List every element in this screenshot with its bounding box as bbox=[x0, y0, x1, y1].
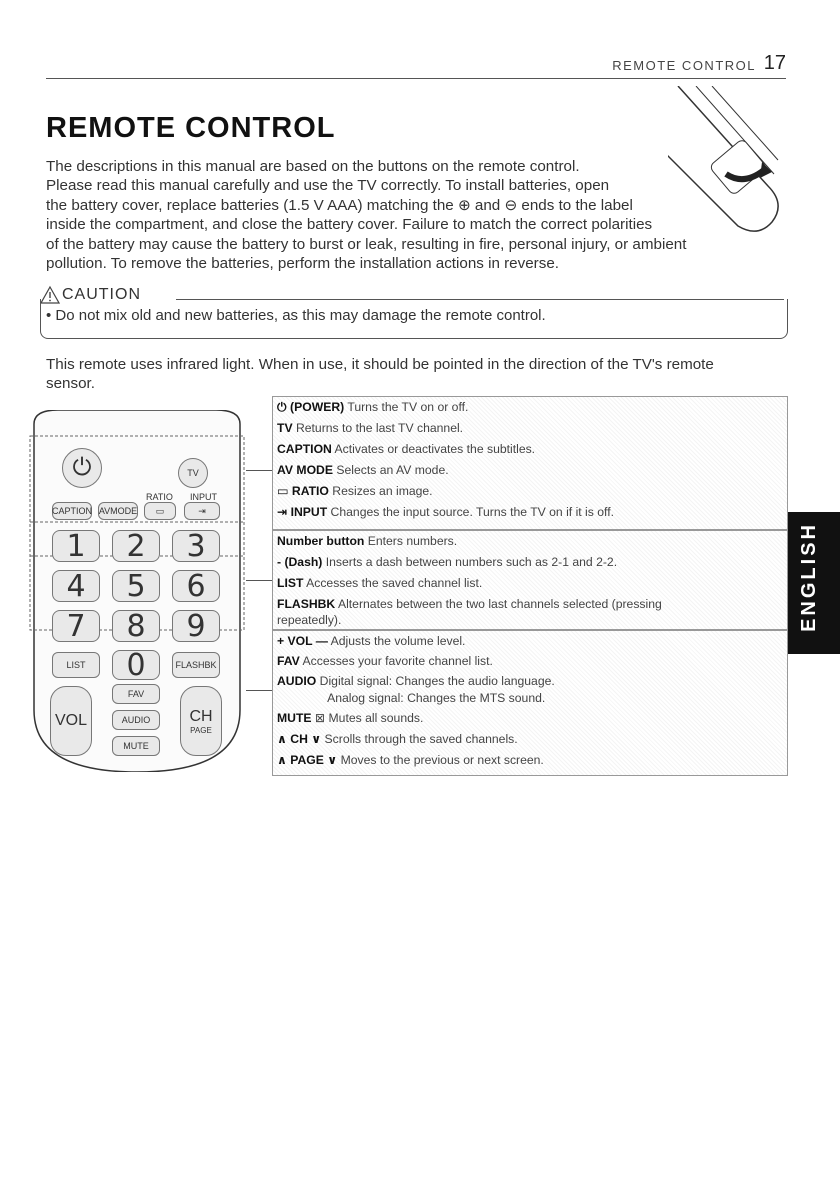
digit-button-9[interactable] bbox=[172, 610, 220, 642]
digit-label: 6 bbox=[186, 568, 206, 604]
desc-row bbox=[277, 576, 482, 590]
desc-label: ⇥ INPUT bbox=[277, 505, 328, 519]
volume-group bbox=[272, 630, 788, 776]
desc-text: Inserts a dash between numbers such as 2-1 and 2-2. bbox=[322, 555, 618, 569]
desc-row bbox=[277, 597, 662, 611]
caption-label: CAPTION bbox=[52, 506, 93, 516]
av-mode-label: AVMODE bbox=[98, 506, 138, 516]
desc-row bbox=[277, 505, 614, 519]
flashbk-button[interactable] bbox=[172, 652, 220, 678]
digit-label: 9 bbox=[186, 608, 206, 644]
desc-text: Analog signal: Changes the MTS sound. bbox=[277, 691, 546, 705]
desc-text: ⊠ Mutes all sounds. bbox=[311, 711, 424, 725]
digit-label: 8 bbox=[126, 608, 146, 644]
desc-row bbox=[277, 484, 433, 498]
desc-text: Returns to the last TV channel. bbox=[292, 421, 464, 435]
desc-text: Activates or deactivates the subtitles. bbox=[331, 442, 536, 456]
language-label: ENGLISH bbox=[798, 522, 820, 632]
desc-row bbox=[277, 732, 518, 746]
digit-label: 7 bbox=[66, 608, 86, 644]
desc-label: FLASHBK bbox=[277, 597, 336, 611]
desc-text: repeatedly). bbox=[277, 613, 342, 627]
desc-text: Selects an AV mode. bbox=[332, 463, 449, 477]
desc-text: Adjusts the volume level. bbox=[327, 634, 466, 648]
desc-text: Turns the TV on or off. bbox=[344, 400, 469, 414]
caption-button[interactable] bbox=[52, 502, 92, 520]
desc-label: LIST bbox=[277, 576, 304, 590]
desc-label: ⏻ (POWER) bbox=[277, 400, 345, 414]
ratio-button[interactable]: ▭ bbox=[144, 502, 176, 520]
desc-label: + VOL — bbox=[277, 634, 328, 648]
digit-button-6[interactable] bbox=[172, 570, 220, 602]
ir-note-line: This remote uses infrared light. When in use, it should be pointed in the direction of the TV's remote bbox=[46, 356, 714, 373]
mute-button[interactable] bbox=[112, 736, 160, 756]
desc-row bbox=[277, 613, 341, 627]
intro-line: inside the compartment, and close the battery cover. Failure to match the correct polarities bbox=[46, 216, 653, 234]
page-title: REMOTE CONTROL bbox=[46, 112, 336, 144]
digit-label: 4 bbox=[66, 568, 86, 604]
desc-row bbox=[277, 753, 544, 767]
digit-button-8[interactable] bbox=[112, 610, 160, 642]
desc-text: Resizes an image. bbox=[328, 484, 433, 498]
desc-label: Number button bbox=[277, 534, 365, 548]
mute-label: MUTE bbox=[123, 741, 149, 751]
desc-label: ∧ CH ∨ bbox=[277, 732, 322, 746]
audio-label: AUDIO bbox=[121, 715, 151, 725]
caution-text: • Do not mix old and new batteries, as this may damage the remote control. bbox=[46, 307, 546, 324]
intro-line: The descriptions in this manual are based on the buttons on the remote control. bbox=[46, 158, 580, 175]
header-section-title: REMOTE CONTROL bbox=[612, 58, 756, 73]
input-label: INPUT bbox=[190, 492, 217, 502]
ir-note-line: sensor. bbox=[46, 375, 95, 392]
battery-cover-illustration bbox=[668, 86, 788, 244]
digit-button-4[interactable] bbox=[52, 570, 100, 602]
desc-text: Alternates between the two last channels selected (pressing bbox=[335, 597, 662, 611]
desc-label: ∧ PAGE ∨ bbox=[277, 753, 338, 767]
digit-label: 2 bbox=[126, 528, 146, 564]
language-side-tab bbox=[788, 512, 840, 654]
desc-row bbox=[277, 463, 449, 477]
desc-label: CAPTION bbox=[277, 442, 332, 456]
caution-box bbox=[40, 285, 788, 341]
desc-row bbox=[277, 674, 555, 688]
desc-row bbox=[277, 400, 468, 415]
power-group bbox=[272, 396, 788, 530]
desc-text: Scrolls through the saved channels. bbox=[321, 732, 518, 746]
ch-label: CH bbox=[189, 707, 213, 725]
digit-button-3[interactable] bbox=[172, 530, 220, 562]
intro-line: Please read this manual carefully and use the TV correctly. To install batteries, open bbox=[46, 177, 610, 195]
desc-label: TV bbox=[277, 421, 293, 435]
desc-label: AV MODE bbox=[277, 463, 333, 477]
list-button[interactable] bbox=[52, 652, 100, 678]
digit-label: 3 bbox=[186, 528, 206, 564]
desc-row bbox=[277, 442, 535, 456]
ratio-label: RATIO bbox=[146, 492, 173, 502]
vol-label: VOL bbox=[54, 712, 87, 729]
vol-rocker[interactable] bbox=[50, 686, 92, 756]
desc-label: - (Dash) bbox=[277, 555, 323, 569]
page-label: PAGE bbox=[190, 725, 212, 735]
desc-row bbox=[277, 555, 617, 569]
desc-row bbox=[277, 421, 463, 435]
remote-control-illustration bbox=[28, 410, 246, 772]
desc-text: Accesses the saved channel list. bbox=[303, 576, 483, 590]
connector-line bbox=[246, 580, 272, 581]
ch-page-rocker[interactable] bbox=[180, 686, 222, 756]
desc-text: Digital signal: Changes the audio language. bbox=[316, 674, 555, 688]
desc-row bbox=[277, 654, 493, 668]
desc-label: ▭ RATIO bbox=[277, 484, 329, 498]
desc-text: Enters numbers. bbox=[364, 534, 458, 548]
desc-text: Changes the input source. Turns the TV on if it is off. bbox=[327, 505, 614, 519]
desc-row bbox=[277, 634, 465, 648]
desc-text: Accesses your favorite channel list. bbox=[299, 654, 493, 668]
page-number: 17 bbox=[763, 52, 786, 74]
desc-text: Moves to the previous or next screen. bbox=[337, 753, 544, 767]
intro-paragraph bbox=[46, 157, 746, 273]
power-button[interactable]: ⏻ bbox=[62, 448, 102, 488]
desc-row bbox=[277, 711, 423, 725]
caution-heading: CAUTION bbox=[62, 286, 141, 303]
digit-button-2[interactable] bbox=[112, 530, 160, 562]
desc-label: MUTE bbox=[277, 711, 312, 725]
fav-label: FAV bbox=[127, 689, 145, 699]
digit-button-7[interactable] bbox=[52, 610, 100, 642]
desc-row bbox=[277, 534, 457, 548]
fav-button[interactable] bbox=[112, 684, 160, 704]
digit-button-5[interactable] bbox=[112, 570, 160, 602]
digit-label: 0 bbox=[126, 647, 146, 683]
desc-row bbox=[277, 691, 545, 705]
tv-label: TV bbox=[187, 468, 199, 478]
desc-label: AUDIO bbox=[277, 674, 317, 688]
page-header bbox=[46, 52, 786, 79]
flashbk-label: FLASHBK bbox=[175, 660, 217, 670]
audio-button[interactable] bbox=[112, 710, 160, 730]
intro-line: the battery cover, replace batteries (1.5 V AAA) matching the ⊕ and ⊖ ends to the label bbox=[46, 196, 633, 214]
button-descriptions-panel bbox=[272, 396, 788, 770]
intro-line: pollution. To remove the batteries, perform the installation actions in reverse. bbox=[46, 255, 559, 273]
connector-line bbox=[246, 470, 272, 471]
digit-label: 1 bbox=[66, 528, 86, 564]
tv-button[interactable] bbox=[178, 458, 208, 488]
av-mode-button[interactable] bbox=[98, 502, 138, 520]
connector-line bbox=[246, 690, 272, 691]
digit-button-0[interactable] bbox=[112, 647, 160, 683]
input-button[interactable]: ⇥ bbox=[184, 502, 220, 520]
intro-line: of the battery may cause the battery to burst or leak, resulting in fire, personal injury, or ambient bbox=[46, 235, 687, 253]
digit-label: 5 bbox=[126, 568, 146, 604]
digit-button-1[interactable] bbox=[52, 530, 100, 562]
desc-label: FAV bbox=[277, 654, 300, 668]
list-label: LIST bbox=[66, 660, 86, 670]
number-group bbox=[272, 530, 788, 630]
infrared-note bbox=[46, 355, 766, 393]
